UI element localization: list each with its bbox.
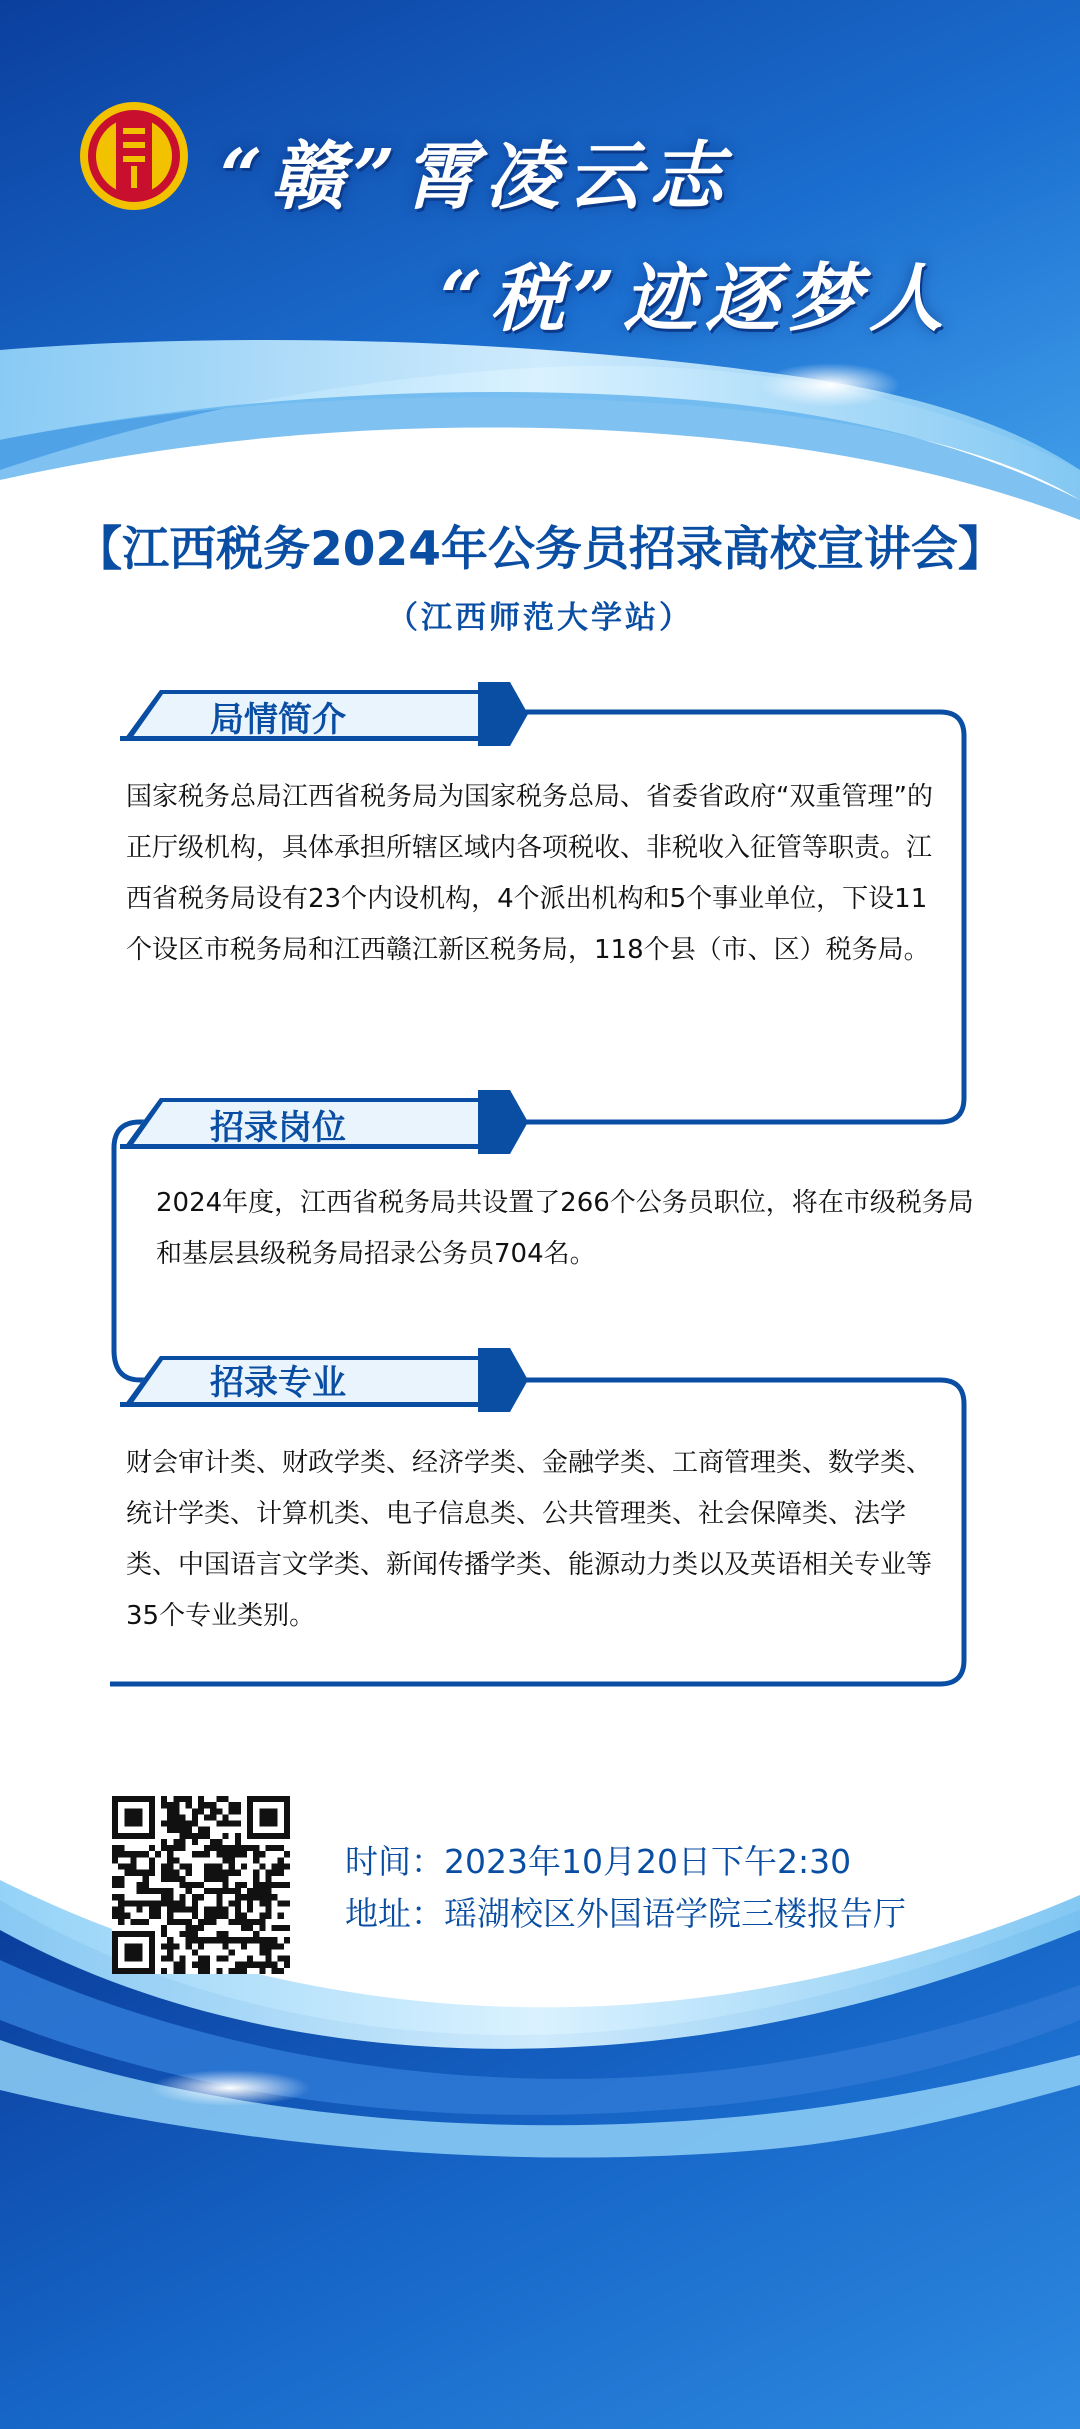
section-label-overview: 局情简介 xyxy=(210,700,346,740)
slogan-line-2: “税”迹逐梦人 xyxy=(440,256,952,342)
section-text-majors: 财会审计类、财政学类、经济学类、金融学类、工商管理类、数学类、统计学类、计算机类、电子信息类、公共管理类、社会保障类、法学类、中国语言文学类、新闻传播学类、能源动力类以及英语相关专业等35个专业类别。 xyxy=(126,1448,933,1631)
event-time: 时间：2023年10月20日下午2:30 xyxy=(345,1842,852,1881)
event-subtitle: （江西师范大学站） xyxy=(387,600,693,636)
slogan-line-1: “赣”霄凌云志 xyxy=(220,134,732,220)
qr-code-icon[interactable] xyxy=(112,1796,290,1974)
section-label-positions: 招录岗位 xyxy=(210,1108,346,1148)
section-text-overview: 国家税务总局江西省税务局为国家税务总局、省委省政府“双重管理”的正厅级机构，具体承担所辖区域内各项税收、非税收入征管等职责。江西省税务局设有23个内设机构，4个派出机构和5个事业单位，下设11个设区市税务局和江西赣江新区税务局，118个县（市、区）税务局。 xyxy=(126,782,933,965)
event-location: 地址：瑶湖校区外国语学院三楼报告厅 xyxy=(345,1894,906,1933)
section-text-positions: 2024年度，江西省税务局共设置了266个公务员职位，将在市级税务局和基层县级税务局招录公务员704名。 xyxy=(156,1188,974,1269)
section-label-majors: 招录专业 xyxy=(210,1363,346,1403)
event-title: 【江西税务2024年公务员招录高校宣讲会】 xyxy=(75,522,1005,577)
